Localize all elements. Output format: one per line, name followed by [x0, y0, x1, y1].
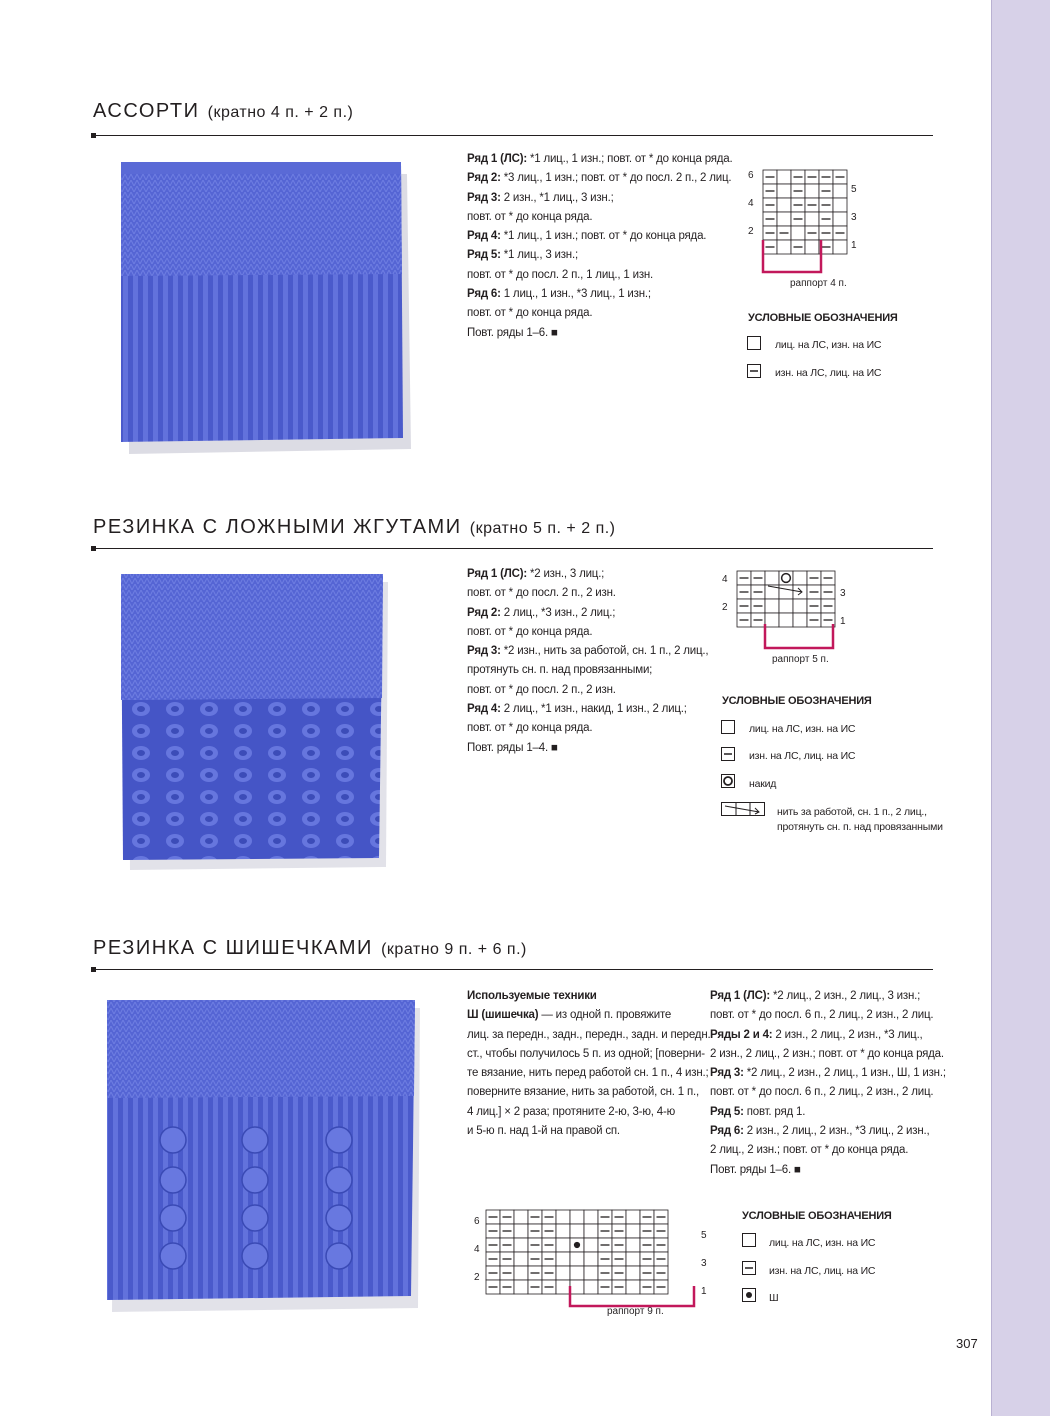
slip-pass-over-symbol-icon [721, 802, 765, 816]
swatch-photo-bobble-rib [93, 990, 429, 1320]
legend-title: УСЛОВНЫЕ ОБОЗНАЧЕНИЯ [722, 695, 872, 707]
chart-cell [833, 212, 847, 226]
section-rule [93, 969, 933, 970]
chart-cell [777, 184, 791, 198]
chart-cell [514, 1266, 528, 1280]
purl-symbol-icon [721, 747, 735, 761]
chart-cell [793, 599, 807, 613]
chart-cell [779, 585, 793, 599]
chart-cell [626, 1266, 640, 1280]
chart-cell [777, 212, 791, 226]
swatch-photo-assorti [113, 156, 423, 476]
row-label: 2 [474, 1272, 480, 1283]
chart-cell [570, 1266, 584, 1280]
chart-cell [805, 212, 819, 226]
legend-item: изн. на ЛС, лиц. на ИС [775, 367, 882, 379]
section-title-bobble-rib [93, 933, 527, 961]
section-name: РЕЗИНКА С ЛОЖНЫМИ ЖГУТАМИ [93, 516, 462, 538]
chart-cell [805, 184, 819, 198]
section-name: АССОРТИ [93, 100, 200, 122]
chart-cell [514, 1280, 528, 1294]
chart-cell [833, 240, 847, 254]
section-title-false-cable-rib [93, 512, 616, 540]
chart-cell [765, 613, 779, 627]
chart-cell [626, 1252, 640, 1266]
legend-item: нить за работой, сн. 1 п., 2 лиц., [777, 806, 927, 818]
chart-cell [779, 613, 793, 627]
instructions-assorti: Ряд 1 (ЛС): *1 лиц., 1 изн.; повт. от * до конца ряда. Ряд 2: *3 лиц., 1 изн.; повт. от * до посл. 2 п., 2 лиц. Ряд 3: 2 изн., *1 лиц., 3 изн.; повт. от * до конца ряда. Ряд 4: *1 лиц., 1 изн.; повт. от * до конца ряда. Ряд 5: *1 лиц., 3 изн.; повт. от * до посл. 2 п., 1 лиц., 1 изн. Ряд 6: 1 лиц., 1 изн., *3 лиц., 1 изн.; повт. от * до конца ряда. Повт. ряды 1–6. ■ [467, 153, 733, 339]
legend-title: УСЛОВНЫЕ ОБОЗНАЧЕНИЯ [748, 312, 898, 324]
section-rule [93, 548, 933, 549]
section-rule [93, 135, 933, 136]
legend-item: лиц. на ЛС, изн. на ИС [775, 339, 882, 351]
side-tab-band [991, 0, 1050, 1416]
yarn-over-symbol-icon [721, 774, 735, 788]
chart-cell [556, 1238, 570, 1252]
section-title-assorti [93, 96, 353, 124]
chart-cell [584, 1252, 598, 1266]
legend-item: Ш [769, 1292, 779, 1304]
chart-cell [791, 226, 805, 240]
chart-cell [805, 240, 819, 254]
instructions-false-cable-rib: Ряд 1 (ЛС): *2 изн., 3 лиц.; повт. от * до посл. 2 п., 2 изн. Ряд 2: 2 лиц., *3 изн., 2 лиц.; повт. от * до конца ряда. Ряд 3: *2 изн., нить за работой, сн. 1 п., 2 лиц., протянуть сн. п. над провязанными; повт. от * до посл. 2 п., 2 изн. Ряд 4: 2 лиц., *1 изн., накид, 1 изн., 2 лиц.; повт. от * до конца ряда. Повт. ряды 1–4. ■ [467, 568, 709, 754]
section-name: РЕЗИНКА С ШИШЕЧКАМИ [93, 937, 373, 959]
row-label: 6 [748, 170, 754, 181]
chart-cell [556, 1280, 570, 1294]
chart-cell [570, 1210, 584, 1224]
chart-cell [556, 1210, 570, 1224]
chart-cell [793, 571, 807, 585]
section-multiple: (кратно 4 п. + 2 п.) [207, 104, 354, 121]
purl-symbol-icon [747, 364, 761, 378]
chart-cell [777, 198, 791, 212]
repeat-label: раппорт 5 п. [772, 654, 829, 665]
legend-title: УСЛОВНЫЕ ОБОЗНАЧЕНИЯ [742, 1210, 892, 1222]
chart-cell [556, 1224, 570, 1238]
chart-cell [584, 1224, 598, 1238]
chart-cell [777, 170, 791, 184]
page-number: 307 [956, 1336, 978, 1351]
chart-cell [584, 1238, 598, 1252]
chart-cell [626, 1224, 640, 1238]
row-label: 4 [748, 198, 754, 209]
chart-cell [570, 1280, 584, 1294]
chart-cell [793, 613, 807, 627]
chart-false-cable-rib [718, 566, 858, 670]
chart-bobble-rib [468, 1204, 718, 1324]
chart-cell [556, 1266, 570, 1280]
row-label: 1 [851, 240, 857, 251]
row-label: 3 [840, 588, 846, 599]
knit-symbol-icon [747, 336, 761, 350]
chart-cell [777, 240, 791, 254]
chart-assorti [740, 160, 870, 290]
row-label: 5 [851, 184, 857, 195]
chart-cell [626, 1238, 640, 1252]
legend-item: лиц. на ЛС, изн. на ИС [769, 1237, 876, 1249]
chart-cell [765, 599, 779, 613]
chart-cell [556, 1252, 570, 1266]
chart-cell [779, 599, 793, 613]
bobble-symbol-icon [742, 1288, 756, 1302]
chart-cell [584, 1266, 598, 1280]
legend-item: лиц. на ЛС, изн. на ИС [749, 723, 856, 735]
row-label: 4 [722, 574, 728, 585]
section-multiple: (кратно 5 п. + 2 п.) [469, 520, 616, 537]
techniques-bobble: Используемые техники Ш (шишечка) — из одной п. провяжите лиц. за передн., задн., передн., задн. и передн. ст., чтобы получилось 5 п. из одной; [поверни- те вязание, нить перед работой сн. 1 п., 4 изн.; поверните вязание, нить за работой, сн. 1 п., 4 лиц.] × 2 раза; протяните 2-ю, 3-ю, 4-ю и 5-ю п. над 1-й на правой сп. [467, 990, 711, 1138]
row-label: 6 [474, 1216, 480, 1227]
chart-cell [570, 1224, 584, 1238]
row-label: 2 [722, 602, 728, 613]
chart-cell [570, 1252, 584, 1266]
chart-cell [584, 1210, 598, 1224]
chart-cell [626, 1280, 640, 1294]
chart-cell [765, 571, 779, 585]
row-label: 1 [701, 1286, 707, 1297]
legend-item: накид [749, 778, 777, 790]
chart-cell [833, 184, 847, 198]
chart-cell [584, 1280, 598, 1294]
chart-cell [626, 1210, 640, 1224]
purl-symbol-icon [742, 1261, 756, 1275]
chart-cell [514, 1252, 528, 1266]
chart-cell [514, 1224, 528, 1238]
repeat-label: раппорт 9 п. [607, 1306, 664, 1317]
swatch-photo-false-cable-rib [93, 566, 409, 886]
row-label: 3 [701, 1258, 707, 1269]
row-label: 5 [701, 1230, 707, 1241]
repeat-label: раппорт 4 п. [790, 278, 847, 289]
row-label: 3 [851, 212, 857, 223]
row-label: 1 [840, 616, 846, 627]
legend-item: изн. на ЛС, лиц. на ИС [769, 1265, 876, 1277]
row-label: 2 [748, 226, 754, 237]
section-multiple: (кратно 9 п. + 6 п.) [381, 941, 527, 958]
chart-cell [833, 198, 847, 212]
knit-symbol-icon [742, 1233, 756, 1247]
legend-item: изн. на ЛС, лиц. на ИС [749, 750, 856, 762]
chart-cell [514, 1210, 528, 1224]
knit-symbol-icon [721, 720, 735, 734]
row-label: 4 [474, 1244, 480, 1255]
instructions-bobble-rib: Ряд 1 (ЛС): *2 лиц., 2 изн., 2 лиц., 3 изн.; повт. от * до посл. 6 п., 2 лиц., 2 изн., 2 лиц. Ряды 2 и 4: 2 изн., 2 лиц., 2 изн., *3 лиц., 2 изн., 2 лиц., 2 изн.; повт. от * до конца ряда. Ряд 3: *2 лиц., 2 изн., 2 лиц., 1 изн., Ш, 1 изн.; повт. от * до посл. 6 п., 2 лиц., 2 изн., 2 лиц. Ряд 5: повт. ряд 1. Ряд 6: 2 изн., 2 лиц., 2 изн., *3 лиц., 2 изн., 2 лиц., 2 изн.; повт. от * до конца ряда. Повт. ряды 1–6. ■ [710, 990, 946, 1176]
chart-cell [514, 1238, 528, 1252]
legend-item: протянуть сн. п. над провязанными [777, 821, 943, 833]
